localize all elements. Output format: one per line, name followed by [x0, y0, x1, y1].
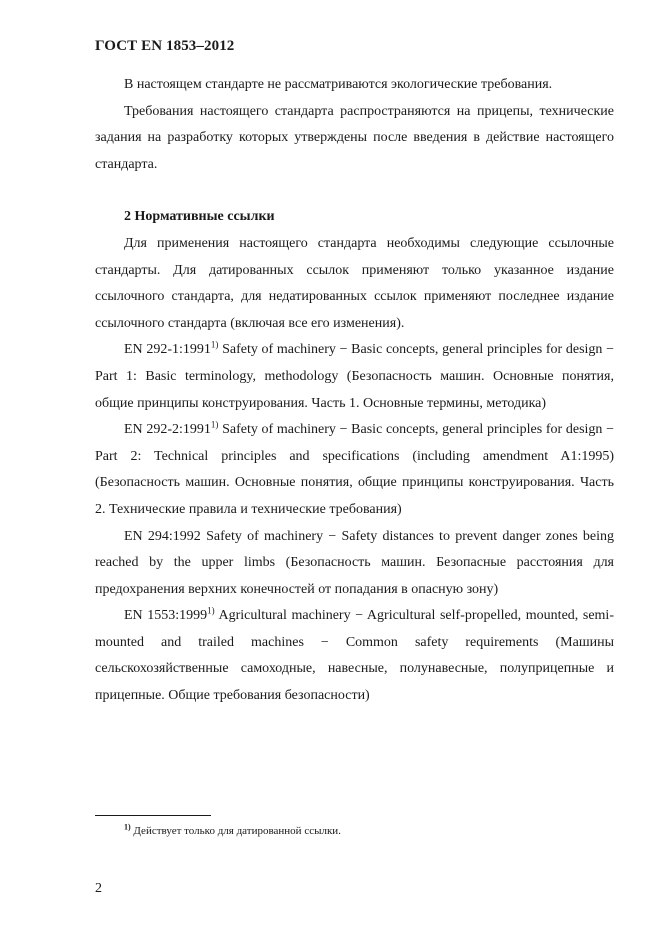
- reference-text: Safety of machinery − Basic concepts, general principles for design − Part 1: Basic terminology, methodology (Безопасность машин. Основные понятия, общие принципы конструирования. Часть 1. Основные термины, методика): [95, 342, 614, 411]
- intro-paragraph-1: В настоящем стандарте не рассматриваются экологические требования.: [124, 77, 553, 92]
- section-lead-paragraph: Для применения настоящего стандарта необходимы следующие ссылочные стандарты. Для датированных ссылок применяют только указанное издание ссылочного стандарта, для недатированных ссылок применяют последнее издание ссылочного стандарта (включая все его изменения).: [95, 235, 614, 331]
- reference-code: EN 292-2:1991: [124, 422, 211, 438]
- reference-code: EN 294:1992: [124, 528, 201, 544]
- reference-en-294: [95, 524, 614, 604]
- footnote-mark: 1): [207, 605, 215, 616]
- intro-paragraph-2: Требования настоящего стандарта распространяются на прицепы, технические задания на разработку которых утверждены после введения в действие настоящего стандарта.: [95, 103, 614, 172]
- footnote-mark: 1): [124, 822, 131, 832]
- footnote: [124, 822, 341, 837]
- reference-en-1553: [95, 603, 614, 709]
- reference-en-292-2: [95, 417, 614, 523]
- section-heading: 2 Нормативные ссылки: [124, 209, 275, 225]
- reference-text: Agricultural machinery − Agricultural self-propelled, mounted, semi-mounted and trailed machines − Common safety requirements (Машины сельскохозяйственные самоходные, навесные, полунавесные, полуприцепные и прицепные. Общие требования безопасности): [95, 608, 614, 704]
- footnote-mark: 1): [210, 339, 219, 350]
- document-body: [95, 72, 614, 710]
- reference-code: EN 292-1:1991: [124, 342, 211, 358]
- reference-text: Safety of machinery − Safety distances to prevent danger zones being reached by the upper limbs (Безопасность машин. Безопасные расстояния для предохранения верхних конечностей от попадания в опасную зону): [95, 528, 614, 597]
- page-number: 2: [95, 881, 102, 896]
- footnote-text: Действует только для датированной ссылки.: [130, 825, 341, 837]
- reference-text: Safety of machinery − Basic concepts, general principles for design − Part 2: Technical principles and specifications (including amendment A1:1995) (Безопасность машин. Основные понятия, общие принципы конструирования. Часть 2. Технические правила и технические требования): [95, 422, 614, 517]
- reference-en-292-1: [95, 337, 614, 417]
- footnote-divider: [95, 815, 211, 816]
- reference-code: EN 1553:1999: [124, 608, 208, 624]
- document-header: ГОСТ EN 1853–2012: [95, 38, 235, 54]
- footnote-mark: 1): [210, 419, 219, 430]
